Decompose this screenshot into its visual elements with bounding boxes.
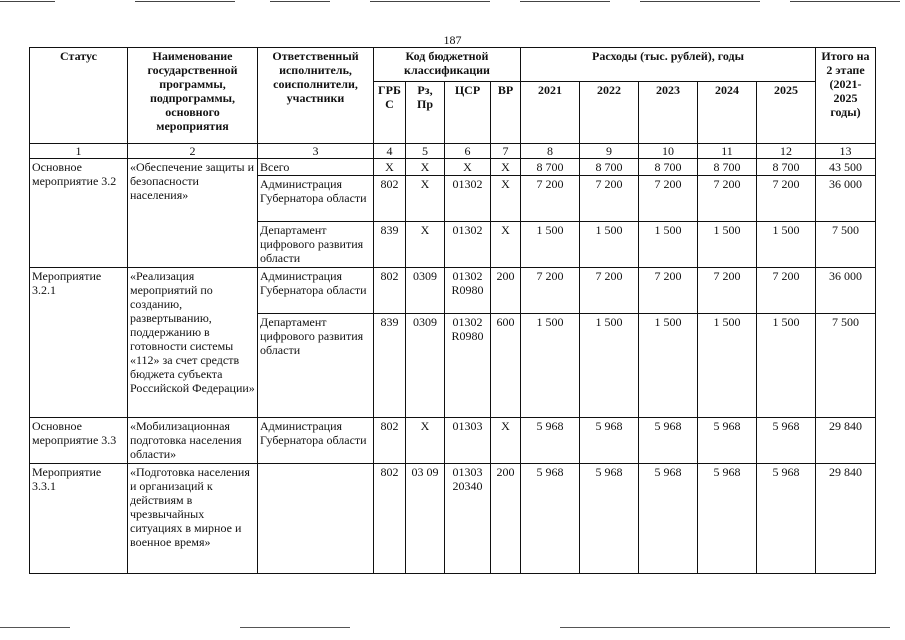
header-code-group: Код бюджетной классификации [374, 48, 521, 82]
column-number: 9 [580, 144, 639, 159]
bottom-rule [240, 627, 350, 628]
header-rzpr: Рз, Пр [406, 82, 445, 144]
header-executor: Ответственный исполнитель, соисполнители, участники [258, 48, 374, 144]
name-cell: «Мобилизационная подготовка населения области» [128, 418, 258, 464]
executor-cell: Департамент цифрового развития области [258, 314, 374, 418]
csr-cell: 01302 R0980 [445, 268, 491, 314]
csr-cell: 01302 R0980 [445, 314, 491, 418]
value-cell: 5 968 [698, 418, 757, 464]
top-rule [135, 1, 235, 2]
status-cell: Основное мероприятие 3.3 [30, 418, 128, 464]
column-number: 5 [406, 144, 445, 159]
column-number: 10 [639, 144, 698, 159]
top-rule [640, 1, 760, 2]
header-year: 2021 [521, 82, 580, 144]
header-status: Статус [30, 48, 128, 144]
value-cell: 8 700 [698, 159, 757, 176]
top-rule [0, 1, 55, 2]
value-cell: 7 200 [639, 268, 698, 314]
page-number: 187 [443, 33, 462, 47]
value-cell: 5 968 [757, 464, 816, 574]
csr-cell: 01303 [445, 418, 491, 464]
value-cell: 7 200 [698, 176, 757, 222]
rzpr-cell: X [406, 418, 445, 464]
value-cell: 8 700 [521, 159, 580, 176]
status-cell: Основное мероприятие 3.2 [30, 159, 128, 268]
vr-cell: X [491, 222, 521, 268]
column-number: 12 [757, 144, 816, 159]
executor-cell: Департамент цифрового развития области [258, 222, 374, 268]
executor-cell: Администрация Губернатора области [258, 418, 374, 464]
value-cell: 1 500 [580, 314, 639, 418]
value-cell: 1 500 [639, 222, 698, 268]
value-cell: 7 200 [757, 176, 816, 222]
rzpr-cell: 0309 [406, 314, 445, 418]
column-number: 11 [698, 144, 757, 159]
value-cell: 1 500 [521, 314, 580, 418]
top-rule [270, 1, 330, 2]
rzpr-cell: X [406, 222, 445, 268]
value-cell: 7 200 [698, 268, 757, 314]
total-cell: 29 840 [816, 418, 876, 464]
value-cell: 1 500 [757, 314, 816, 418]
name-cell: «Обеспечение защиты и безопасности населения» [128, 159, 258, 268]
rzpr-cell: X [406, 176, 445, 222]
table-row [30, 268, 876, 314]
column-number: 3 [258, 144, 374, 159]
vr-cell: 200 [491, 464, 521, 574]
grbs-cell: 839 [374, 222, 406, 268]
header-csr: ЦСР [445, 82, 491, 144]
status-cell: Мероприятие 3.3.1 [30, 464, 128, 574]
executor-cell: Администрация Губернатора области [258, 176, 374, 222]
column-number: 2 [128, 144, 258, 159]
table-row [30, 159, 876, 176]
total-cell: 7 500 [816, 314, 876, 418]
value-cell: 7 200 [521, 176, 580, 222]
value-cell: 7 200 [580, 268, 639, 314]
column-number: 7 [491, 144, 521, 159]
column-number: 4 [374, 144, 406, 159]
header-year: 2023 [639, 82, 698, 144]
value-cell: 5 968 [580, 464, 639, 574]
rzpr-cell: 0309 [406, 268, 445, 314]
grbs-cell: 802 [374, 176, 406, 222]
column-number: 8 [521, 144, 580, 159]
header-expenses-group: Расходы (тыс. рублей), годы [521, 48, 816, 82]
value-cell: 1 500 [521, 222, 580, 268]
table-row [30, 464, 876, 574]
header-vr: ВР [491, 82, 521, 144]
column-number-row [30, 144, 876, 159]
grbs-cell: 802 [374, 464, 406, 574]
value-cell: 8 700 [639, 159, 698, 176]
header-year: 2024 [698, 82, 757, 144]
name-cell: «Реализация мероприятий по созданию, развертыванию, поддержанию в готовности системы «112» за счет средств бюджета субъекта Российской Федерации» [128, 268, 258, 418]
top-rule [790, 1, 900, 2]
vr-cell: X [491, 176, 521, 222]
header-year: 2025 [757, 82, 816, 144]
value-cell: 1 500 [757, 222, 816, 268]
header-total: Итого на 2 этапе (2021-2025 годы) [816, 48, 876, 144]
grbs-cell: 802 [374, 418, 406, 464]
grbs-cell: 802 [374, 268, 406, 314]
header-name: Наименование государственной программы, подпрограммы, основного мероприятия [128, 48, 258, 144]
value-cell: 8 700 [580, 159, 639, 176]
vr-cell: 600 [491, 314, 521, 418]
value-cell: 1 500 [698, 222, 757, 268]
grbs-cell: 839 [374, 314, 406, 418]
value-cell: 5 968 [757, 418, 816, 464]
header-grbs: ГРБ С [374, 82, 406, 144]
bottom-rule [0, 627, 70, 628]
csr-cell: 01302 [445, 176, 491, 222]
csr-cell: X [445, 159, 491, 176]
column-number: 6 [445, 144, 491, 159]
executor-cell [258, 464, 374, 574]
value-cell: 1 500 [580, 222, 639, 268]
executor-cell: Администрация Губернатора области [258, 268, 374, 314]
top-rule [370, 1, 490, 2]
rzpr-cell: X [406, 159, 445, 176]
rzpr-cell: 03 09 [406, 464, 445, 574]
vr-cell: X [491, 418, 521, 464]
grbs-cell: X [374, 159, 406, 176]
total-cell: 36 000 [816, 268, 876, 314]
column-number: 1 [30, 144, 128, 159]
value-cell: 7 200 [521, 268, 580, 314]
status-cell: Мероприятие 3.2.1 [30, 268, 128, 418]
value-cell: 7 200 [757, 268, 816, 314]
value-cell: 5 968 [639, 418, 698, 464]
bottom-rule [560, 627, 890, 628]
value-cell: 1 500 [639, 314, 698, 418]
value-cell: 5 968 [580, 418, 639, 464]
name-cell: «Подготовка населения и организаций к действиям в чрезвычайных ситуациях в мирное и военное время» [128, 464, 258, 574]
column-number: 13 [816, 144, 876, 159]
header-year: 2022 [580, 82, 639, 144]
csr-cell: 01302 [445, 222, 491, 268]
vr-cell: 200 [491, 268, 521, 314]
vr-cell: X [491, 159, 521, 176]
total-cell: 7 500 [816, 222, 876, 268]
budget-table [29, 47, 876, 574]
value-cell: 1 500 [698, 314, 757, 418]
total-cell: 43 500 [816, 159, 876, 176]
executor-cell: Всего [258, 159, 374, 176]
value-cell: 5 968 [639, 464, 698, 574]
value-cell: 8 700 [757, 159, 816, 176]
value-cell: 5 968 [521, 464, 580, 574]
total-cell: 29 840 [816, 464, 876, 574]
total-cell: 36 000 [816, 176, 876, 222]
table-row [30, 418, 876, 464]
value-cell: 7 200 [580, 176, 639, 222]
csr-cell: 01303 20340 [445, 464, 491, 574]
top-rule [520, 1, 610, 2]
value-cell: 5 968 [521, 418, 580, 464]
value-cell: 7 200 [639, 176, 698, 222]
value-cell: 5 968 [698, 464, 757, 574]
